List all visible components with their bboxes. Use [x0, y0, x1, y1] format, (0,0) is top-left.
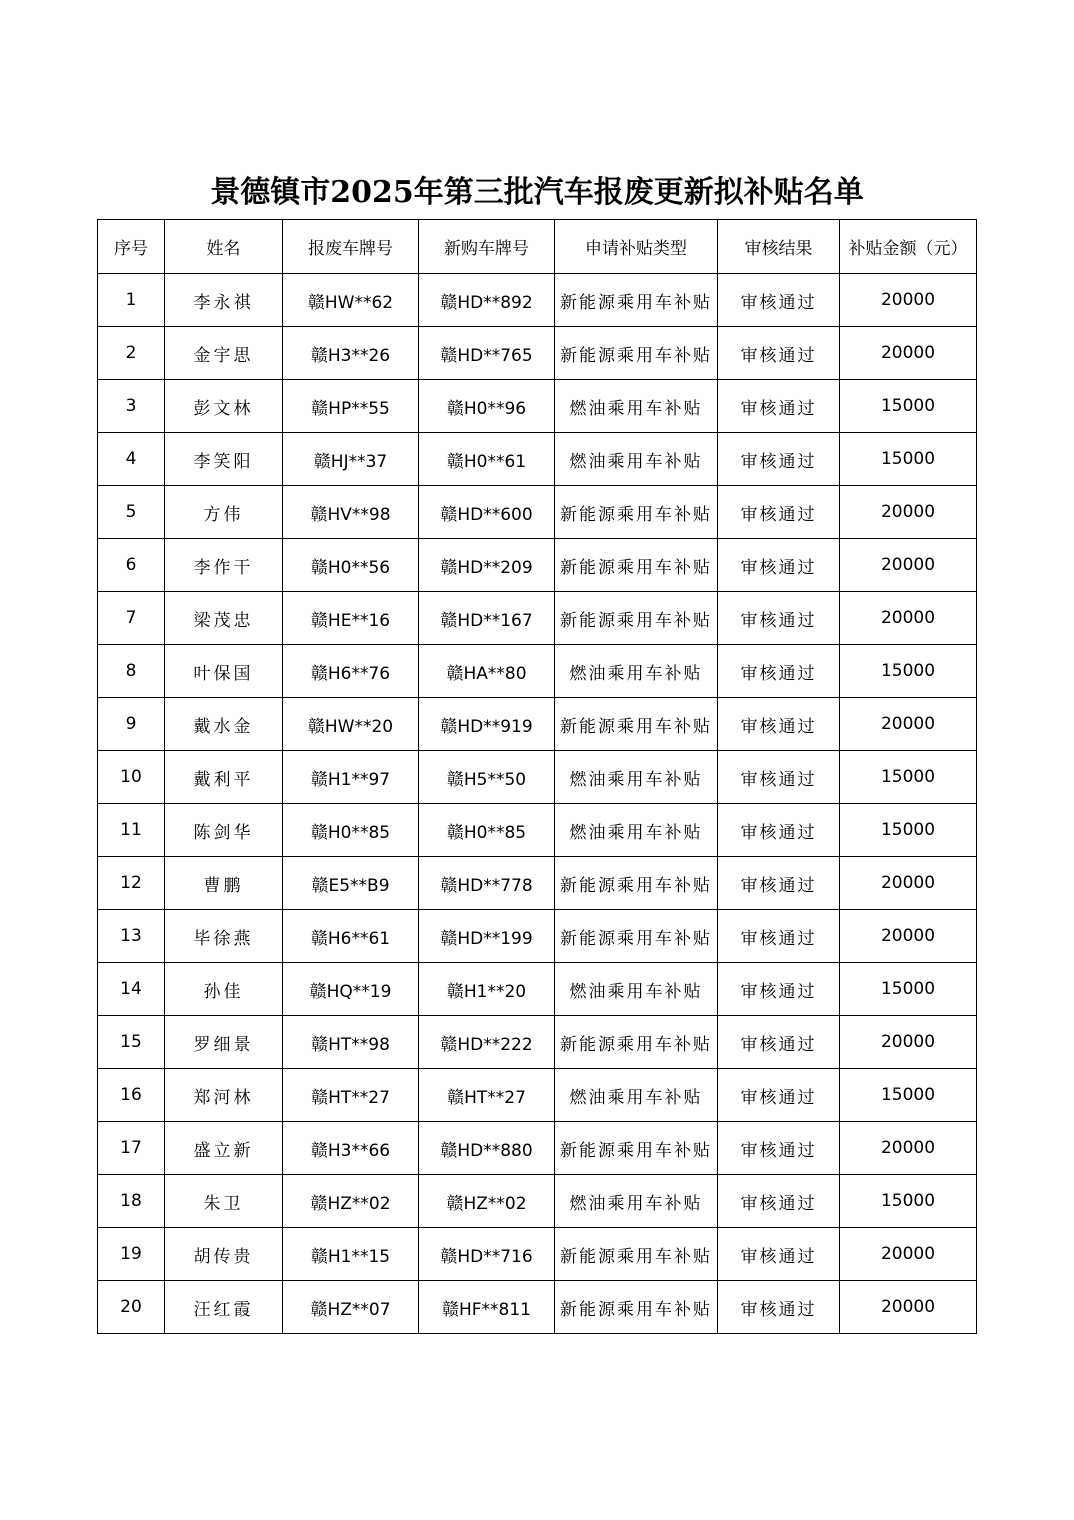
table-row [98, 804, 977, 857]
cell-no: 20 [98, 1281, 165, 1334]
cell-scrapped-plate: 赣HW**62 [283, 274, 419, 327]
cell-amount: 20000 [840, 1228, 977, 1281]
table-row [98, 380, 977, 433]
cell-scrapped-plate: 赣HZ**07 [283, 1281, 419, 1334]
cell-subsidy-type: 燃油乘用车补贴 [555, 645, 718, 698]
table-body [98, 274, 977, 1334]
cell-subsidy-type: 新能源乘用车补贴 [555, 1122, 718, 1175]
table-row [98, 910, 977, 963]
cell-new-plate: 赣HD**919 [419, 698, 555, 751]
cell-subsidy-type: 新能源乘用车补贴 [555, 910, 718, 963]
cell-result: 审核通过 [718, 1069, 840, 1122]
cell-name: 罗细景 [165, 1016, 283, 1069]
subsidy-table [97, 219, 977, 1334]
cell-subsidy-type: 新能源乘用车补贴 [555, 1281, 718, 1334]
cell-result: 审核通过 [718, 645, 840, 698]
cell-amount: 15000 [840, 433, 977, 486]
cell-no: 18 [98, 1175, 165, 1228]
cell-new-plate: 赣HD**199 [419, 910, 555, 963]
cell-no: 17 [98, 1122, 165, 1175]
table-header-row [98, 220, 977, 274]
cell-name: 李作干 [165, 539, 283, 592]
cell-scrapped-plate: 赣H3**66 [283, 1122, 419, 1175]
cell-name: 叶保国 [165, 645, 283, 698]
cell-new-plate: 赣H0**85 [419, 804, 555, 857]
cell-result: 审核通过 [718, 963, 840, 1016]
cell-no: 12 [98, 857, 165, 910]
cell-name: 汪红霞 [165, 1281, 283, 1334]
cell-no: 4 [98, 433, 165, 486]
cell-result: 审核通过 [718, 1016, 840, 1069]
cell-result: 审核通过 [718, 751, 840, 804]
cell-subsidy-type: 燃油乘用车补贴 [555, 963, 718, 1016]
cell-subsidy-type: 新能源乘用车补贴 [555, 486, 718, 539]
header-no: 序号 [98, 220, 165, 274]
cell-new-plate: 赣HA**80 [419, 645, 555, 698]
cell-new-plate: 赣H0**96 [419, 380, 555, 433]
cell-new-plate: 赣H0**61 [419, 433, 555, 486]
cell-scrapped-plate: 赣HT**27 [283, 1069, 419, 1122]
cell-amount: 15000 [840, 804, 977, 857]
cell-scrapped-plate: 赣H0**56 [283, 539, 419, 592]
cell-scrapped-plate: 赣HW**20 [283, 698, 419, 751]
cell-result: 审核通过 [718, 1281, 840, 1334]
header-name: 姓名 [165, 220, 283, 274]
cell-new-plate: 赣H5**50 [419, 751, 555, 804]
cell-amount: 15000 [840, 1175, 977, 1228]
cell-amount: 15000 [840, 380, 977, 433]
cell-amount: 15000 [840, 963, 977, 1016]
cell-new-plate: 赣HD**167 [419, 592, 555, 645]
table-row [98, 327, 977, 380]
cell-scrapped-plate: 赣H6**76 [283, 645, 419, 698]
cell-subsidy-type: 燃油乘用车补贴 [555, 751, 718, 804]
cell-amount: 20000 [840, 327, 977, 380]
cell-subsidy-type: 新能源乘用车补贴 [555, 274, 718, 327]
cell-amount: 20000 [840, 1016, 977, 1069]
cell-no: 15 [98, 1016, 165, 1069]
table-row [98, 698, 977, 751]
cell-no: 2 [98, 327, 165, 380]
cell-no: 9 [98, 698, 165, 751]
header-scrapped-plate: 报废车牌号 [283, 220, 419, 274]
table-row [98, 486, 977, 539]
cell-amount: 20000 [840, 539, 977, 592]
cell-result: 审核通过 [718, 274, 840, 327]
cell-no: 7 [98, 592, 165, 645]
cell-result: 审核通过 [718, 1175, 840, 1228]
header-result: 审核结果 [718, 220, 840, 274]
cell-scrapped-plate: 赣HE**16 [283, 592, 419, 645]
cell-no: 6 [98, 539, 165, 592]
table-row [98, 751, 977, 804]
cell-name: 朱卫 [165, 1175, 283, 1228]
cell-result: 审核通过 [718, 592, 840, 645]
cell-subsidy-type: 新能源乘用车补贴 [555, 539, 718, 592]
table-row [98, 1122, 977, 1175]
cell-name: 金宇思 [165, 327, 283, 380]
table-row [98, 645, 977, 698]
cell-subsidy-type: 新能源乘用车补贴 [555, 592, 718, 645]
cell-no: 13 [98, 910, 165, 963]
cell-subsidy-type: 新能源乘用车补贴 [555, 857, 718, 910]
cell-new-plate: 赣HT**27 [419, 1069, 555, 1122]
cell-new-plate: 赣HD**778 [419, 857, 555, 910]
cell-subsidy-type: 新能源乘用车补贴 [555, 1228, 718, 1281]
cell-amount: 20000 [840, 857, 977, 910]
cell-scrapped-plate: 赣E5**B9 [283, 857, 419, 910]
cell-name: 孙佳 [165, 963, 283, 1016]
cell-scrapped-plate: 赣HQ**19 [283, 963, 419, 1016]
cell-result: 审核通过 [718, 433, 840, 486]
cell-subsidy-type: 燃油乘用车补贴 [555, 1069, 718, 1122]
cell-subsidy-type: 新能源乘用车补贴 [555, 327, 718, 380]
header-subsidy-type: 申请补贴类型 [555, 220, 718, 274]
cell-result: 审核通过 [718, 380, 840, 433]
cell-no: 19 [98, 1228, 165, 1281]
cell-no: 5 [98, 486, 165, 539]
cell-new-plate: 赣HZ**02 [419, 1175, 555, 1228]
table-row [98, 1228, 977, 1281]
cell-new-plate: 赣HD**716 [419, 1228, 555, 1281]
cell-no: 1 [98, 274, 165, 327]
cell-result: 审核通过 [718, 857, 840, 910]
cell-result: 审核通过 [718, 1228, 840, 1281]
cell-name: 毕徐燕 [165, 910, 283, 963]
cell-subsidy-type: 燃油乘用车补贴 [555, 433, 718, 486]
cell-scrapped-plate: 赣H0**85 [283, 804, 419, 857]
cell-name: 胡传贵 [165, 1228, 283, 1281]
cell-no: 11 [98, 804, 165, 857]
cell-name: 李笑阳 [165, 433, 283, 486]
cell-new-plate: 赣HF**811 [419, 1281, 555, 1334]
cell-subsidy-type: 燃油乘用车补贴 [555, 804, 718, 857]
cell-name: 李永祺 [165, 274, 283, 327]
table-row [98, 433, 977, 486]
cell-new-plate: 赣HD**765 [419, 327, 555, 380]
cell-amount: 20000 [840, 274, 977, 327]
cell-name: 郑河林 [165, 1069, 283, 1122]
cell-no: 8 [98, 645, 165, 698]
table-row [98, 274, 977, 327]
cell-amount: 20000 [840, 698, 977, 751]
cell-new-plate: 赣H1**20 [419, 963, 555, 1016]
cell-name: 梁茂忠 [165, 592, 283, 645]
cell-no: 3 [98, 380, 165, 433]
table-row [98, 963, 977, 1016]
cell-scrapped-plate: 赣H6**61 [283, 910, 419, 963]
table-row [98, 539, 977, 592]
cell-result: 审核通过 [718, 327, 840, 380]
cell-scrapped-plate: 赣HZ**02 [283, 1175, 419, 1228]
cell-new-plate: 赣HD**600 [419, 486, 555, 539]
table-row [98, 1069, 977, 1122]
cell-scrapped-plate: 赣H3**26 [283, 327, 419, 380]
cell-scrapped-plate: 赣HJ**37 [283, 433, 419, 486]
cell-no: 10 [98, 751, 165, 804]
cell-new-plate: 赣HD**209 [419, 539, 555, 592]
cell-amount: 15000 [840, 751, 977, 804]
cell-result: 审核通过 [718, 1122, 840, 1175]
header-new-plate: 新购车牌号 [419, 220, 555, 274]
cell-new-plate: 赣HD**880 [419, 1122, 555, 1175]
cell-name: 戴水金 [165, 698, 283, 751]
cell-name: 戴利平 [165, 751, 283, 804]
cell-subsidy-type: 新能源乘用车补贴 [555, 698, 718, 751]
cell-name: 曹鹏 [165, 857, 283, 910]
cell-scrapped-plate: 赣H1**97 [283, 751, 419, 804]
header-amount: 补贴金额（元） [840, 220, 977, 274]
cell-amount: 15000 [840, 645, 977, 698]
cell-result: 审核通过 [718, 486, 840, 539]
cell-amount: 20000 [840, 486, 977, 539]
cell-no: 14 [98, 963, 165, 1016]
cell-subsidy-type: 燃油乘用车补贴 [555, 1175, 718, 1228]
cell-amount: 20000 [840, 1122, 977, 1175]
cell-amount: 15000 [840, 1069, 977, 1122]
cell-new-plate: 赣HD**892 [419, 274, 555, 327]
cell-amount: 20000 [840, 592, 977, 645]
table-row [98, 1175, 977, 1228]
cell-scrapped-plate: 赣HT**98 [283, 1016, 419, 1069]
table-row [98, 857, 977, 910]
cell-result: 审核通过 [718, 539, 840, 592]
table-row [98, 1016, 977, 1069]
cell-scrapped-plate: 赣HV**98 [283, 486, 419, 539]
cell-name: 盛立新 [165, 1122, 283, 1175]
cell-result: 审核通过 [718, 804, 840, 857]
cell-amount: 20000 [840, 910, 977, 963]
table-row [98, 1281, 977, 1334]
cell-name: 彭文林 [165, 380, 283, 433]
cell-name: 方伟 [165, 486, 283, 539]
cell-scrapped-plate: 赣H1**15 [283, 1228, 419, 1281]
cell-name: 陈剑华 [165, 804, 283, 857]
cell-no: 16 [98, 1069, 165, 1122]
page-title: 景德镇市2025年第三批汽车报废更新拟补贴名单 [210, 175, 864, 211]
cell-scrapped-plate: 赣HP**55 [283, 380, 419, 433]
cell-subsidy-type: 新能源乘用车补贴 [555, 1016, 718, 1069]
cell-amount: 20000 [840, 1281, 977, 1334]
cell-subsidy-type: 燃油乘用车补贴 [555, 380, 718, 433]
table-row [98, 592, 977, 645]
cell-new-plate: 赣HD**222 [419, 1016, 555, 1069]
cell-result: 审核通过 [718, 910, 840, 963]
cell-result: 审核通过 [718, 698, 840, 751]
